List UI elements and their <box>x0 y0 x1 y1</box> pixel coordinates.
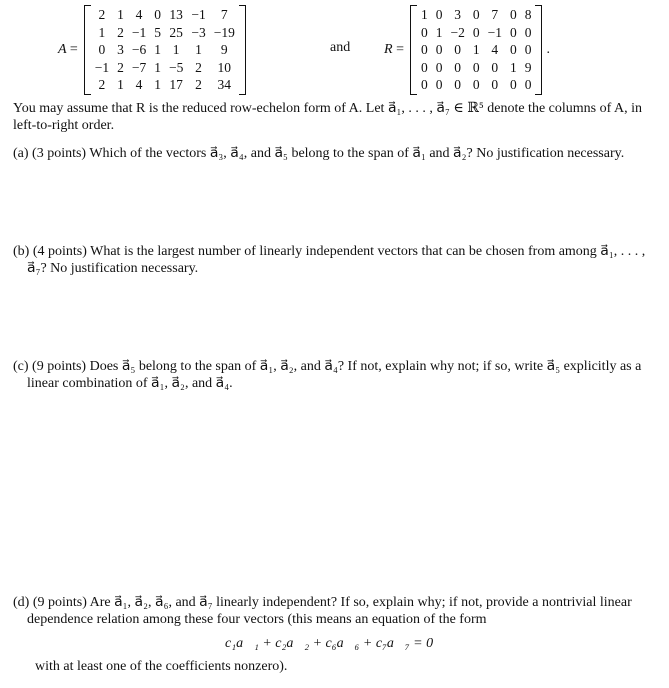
matrix-a-row <box>91 24 239 42</box>
matrix-a-entry: 1 <box>154 77 161 93</box>
matrix-a-entry: 10 <box>217 59 232 75</box>
matrix-a-entry: −6 <box>131 42 147 58</box>
matrix-a-entry: 1 <box>154 59 161 75</box>
intro-paragraph: You may assume that R is the reduced row-echelon form of A. Let a⃗₁, . . . , a⃗₇ ∈ ℝ⁵ denote the columns of A, in left-to-right order. <box>13 101 642 133</box>
matrix-a-entry: 2 <box>117 59 124 75</box>
matrix-r-entry: 0 <box>420 59 428 75</box>
matrix-a-row <box>91 41 239 59</box>
and-text: and <box>330 40 351 55</box>
matrix-r-entry: 0 <box>454 77 462 93</box>
matrix-a-entry: 9 <box>220 42 228 58</box>
matrix-a-entry: 1 <box>117 7 124 23</box>
matrix-r-left-bracket <box>410 5 417 95</box>
matrix-r-entry: 0 <box>472 24 480 40</box>
matrix-a-entry: 1 <box>98 24 106 40</box>
matrix-a-entry: 25 <box>169 24 183 40</box>
matrix-r-entry: 0 <box>524 42 532 58</box>
matrix-a-row <box>91 6 239 24</box>
matrix-a-entry: 13 <box>169 7 183 23</box>
matrix-r-entry: 0 <box>472 7 480 23</box>
question-b: (b) (4 points) What is the largest number of linearly independent vectors that can be chosen from among a⃗₁, . . . , a⃗₇? No justification necessary. <box>13 244 646 276</box>
matrix-a-entry: 17 <box>169 77 183 93</box>
matrix-r-entry: 0 <box>509 77 517 93</box>
matrix-a-entry: −1 <box>94 59 110 75</box>
matrix-r-right-bracket <box>535 5 542 95</box>
matrix-a-row <box>91 76 239 94</box>
matrix-r-entry: 1 <box>435 24 443 40</box>
matrix-r-row <box>417 41 536 59</box>
matrix-a-entry: 34 <box>217 77 232 93</box>
question-d: (d) (9 points) Are a⃗₁, a⃗₂, a⃗₆, and a⃗₇ linearly independent? If so, explain why; if not, provide a nontrivial linear dependence relation among these four vectors (this means an equation of the form <box>13 595 632 627</box>
matrix-r-entry: 0 <box>509 7 517 23</box>
matrix-a-entry: 2 <box>195 59 202 75</box>
matrix-a-entry: 1 <box>117 77 124 93</box>
matrix-r-entry: 0 <box>454 59 462 75</box>
matrix-r-entry: 0 <box>509 42 517 58</box>
question-a: (a) (3 points) Which of the vectors a⃗₃, a⃗₄, and a⃗₅ belong to the span of a⃗₁ and a⃗₂? No justification necessary. <box>13 146 625 161</box>
matrix-a-entry: 2 <box>98 7 106 23</box>
matrix-r-entry: −1 <box>487 24 502 40</box>
matrix-a <box>91 6 239 94</box>
matrix-r-entry: 0 <box>454 42 462 58</box>
matrix-a-entry: 1 <box>195 42 202 58</box>
matrix-a-row <box>91 59 239 77</box>
matrix-r-entry: 7 <box>491 7 499 23</box>
matrix-a-entry: 2 <box>98 77 106 93</box>
matrix-a-entry: −5 <box>168 59 184 75</box>
matrix-r-entry: 0 <box>420 42 428 58</box>
matrix-a-entry: 4 <box>135 7 143 23</box>
matrix-a-entry: −1 <box>131 24 147 40</box>
matrix-a-entry: 5 <box>154 24 161 40</box>
matrix-r-entry: 1 <box>472 42 480 58</box>
matrix-r-entry: 0 <box>524 24 532 40</box>
matrix-r-entry: 0 <box>435 42 443 58</box>
matrix-a-entry: 2 <box>195 77 202 93</box>
matrix-a-entry: 2 <box>117 24 124 40</box>
matrix-a-entry: 4 <box>135 77 143 93</box>
matrix-a-label: A = <box>58 42 78 57</box>
matrix-r-block <box>384 4 550 96</box>
matrix-a-entry: 1 <box>172 42 180 58</box>
matrix-r-entry: 1 <box>509 59 517 75</box>
matrix-r-entry: 0 <box>491 77 499 93</box>
question-c: (c) (9 points) Does a⃗₅ belong to the span of a⃗₁, a⃗₂, and a⃗₄? If not, explain why not; if so, write a⃗₅ explicitly as a linear combination of a⃗₁, a⃗₂, and a⃗₄. <box>13 359 642 391</box>
matrix-a-entry: 0 <box>98 42 106 58</box>
matrix-r-entry: 0 <box>435 7 443 23</box>
matrix-r-row <box>417 76 536 94</box>
matrix-r-entry: 0 <box>491 59 499 75</box>
matrix-a-entry: 1 <box>154 42 161 58</box>
matrix-r-entry: 8 <box>524 7 532 23</box>
matrix-r-entry: 0 <box>472 59 480 75</box>
matrix-r-entry: 0 <box>524 77 532 93</box>
matrix-r-entry: 4 <box>491 42 499 58</box>
matrix-r-row <box>417 59 536 77</box>
matrix-r-entry: 0 <box>420 77 428 93</box>
matrix-r-entry: 9 <box>524 59 532 75</box>
matrix-a-left-bracket <box>84 5 91 95</box>
matrix-r-row <box>417 6 536 24</box>
matrix-r-entry: 1 <box>420 7 428 23</box>
matrix-r-entry: 3 <box>454 7 462 23</box>
matrix-r-period: . <box>546 42 550 57</box>
matrix-a-entry: −3 <box>191 24 206 40</box>
matrix-r-entry: 0 <box>509 24 517 40</box>
question-d-tail: with at least one of the coefficients nonzero). <box>35 659 288 674</box>
matrix-r-row <box>417 24 536 42</box>
matrix-a-entry: 7 <box>220 7 228 23</box>
matrix-r <box>417 6 536 94</box>
matrix-a-entry: −1 <box>191 7 206 23</box>
matrix-r-entry: 0 <box>420 24 428 40</box>
matrix-a-entry: 3 <box>117 42 124 58</box>
matrix-a-block <box>58 4 246 96</box>
matrix-a-right-bracket <box>239 5 246 95</box>
matrix-r-entry: 0 <box>435 59 443 75</box>
dependence-equation: c₁a⃗₁ + c₂a⃗₂ + c₆a⃗₆ + c₇a⃗₇ = 0⃗ <box>224 636 445 651</box>
matrix-a-entry: −7 <box>131 59 147 75</box>
matrix-a-entry: 0 <box>154 7 161 23</box>
matrix-r-entry: 0 <box>435 77 443 93</box>
matrix-r-entry: 0 <box>472 77 480 93</box>
matrix-r-label: R = <box>384 42 404 57</box>
matrix-a-entry: −19 <box>213 24 235 40</box>
matrix-r-entry: −2 <box>450 24 465 40</box>
